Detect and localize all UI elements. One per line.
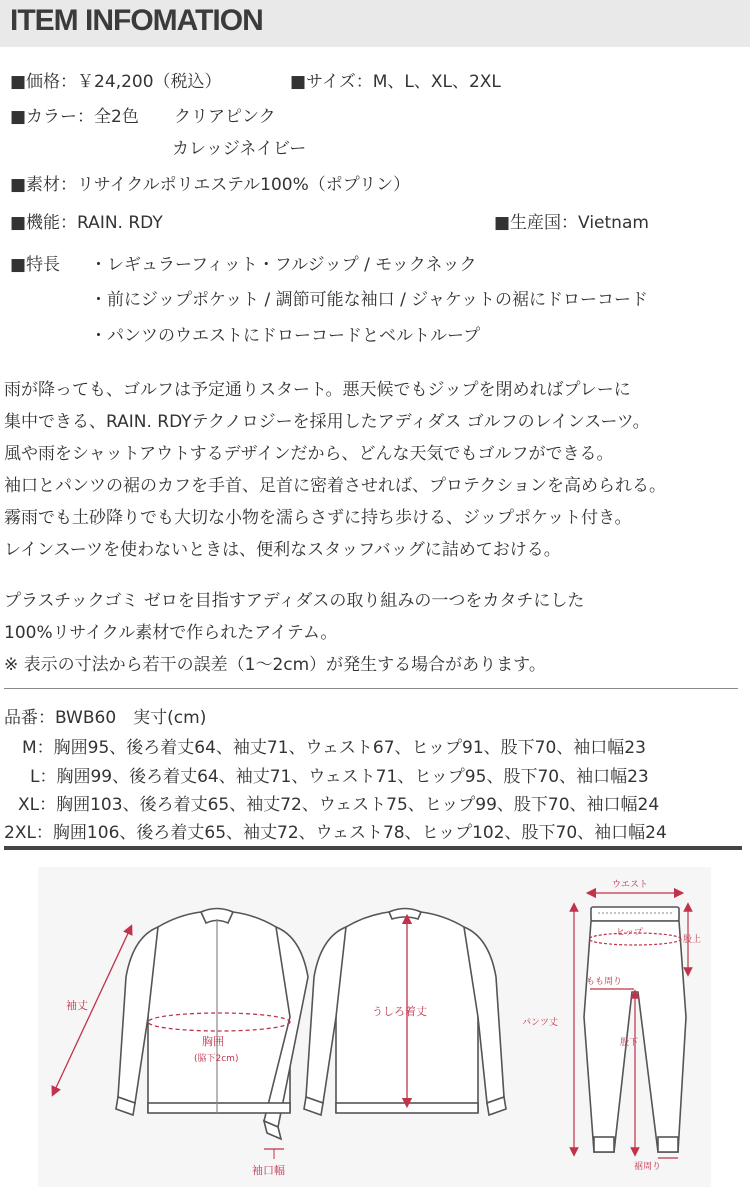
measurement-diagram	[38, 867, 711, 1187]
inseam-label: 股下	[620, 1038, 639, 1048]
garment-illustration	[38, 867, 711, 1187]
color-option-pink: クリアピンク	[174, 107, 276, 127]
page-title: ITEM INFOMATION	[10, 4, 263, 37]
function-spec: ■機能：RAIN. RDY	[10, 213, 163, 233]
divider	[4, 688, 738, 689]
divider-thick	[4, 846, 742, 850]
origin-spec: ■生産国：Vietnam	[494, 213, 649, 233]
size-row-2xl: 2XL：胸囲106、後ろ着丈65、袖丈72、ウェスト78、ヒップ102、股下70、袖口幅24	[4, 823, 667, 843]
description-line: 風や雨をシャットアウトするデザインだから、どんな天気でもゴルフができる。	[4, 444, 614, 464]
price-spec: ■価格：￥24,200（税込）	[10, 72, 222, 92]
chest-note-label: (脇下2cm)	[194, 1054, 239, 1064]
size-row-xl: XL：胸囲103、後ろ着丈65、袖丈72、ウェスト75、ヒップ99、股下70、袖口幅24	[18, 795, 660, 815]
waist-label: ウエスト	[612, 880, 649, 890]
feature-item: ・前にジップポケット / 調節可能な袖口 / ジャケットの裾にドローコード	[90, 290, 649, 310]
size-heading: 品番：BWB60 実寸(cm)	[4, 708, 207, 728]
notes-block	[4, 585, 584, 681]
size-spec: ■サイズ：M、L、XL、2XL	[290, 72, 501, 92]
description-line: 袖口とパンツの裾のカフを手首、足首に密着させれば、プロテクションを高められる。	[4, 476, 666, 496]
color-option-navy: カレッジネイビー	[172, 139, 307, 159]
rise-label: 股上	[683, 935, 702, 945]
feature-item: ・パンツのウエストにドローコードとベルトループ	[90, 326, 481, 346]
header-bar	[0, 0, 750, 47]
features-label: ■特長	[10, 255, 61, 275]
description-line: 雨が降っても、ゴルフは予定通りスタート。悪天候でもジップを閉めればプレーに	[4, 380, 631, 400]
color-spec: ■カラー：全2色	[10, 107, 139, 127]
chest-label: 胸囲	[202, 1035, 224, 1048]
description-line: 霧雨でも土砂降りでも大切な小物を濡らさずに持ち歩ける、ジップポケット付き。	[4, 508, 632, 528]
note-line: 100%リサイクル素材で作られたアイテム。	[4, 623, 338, 643]
description-paragraph	[4, 374, 666, 566]
description-line: 集中できる、RAIN. RDYテクノロジーを採用したアディダス ゴルフのレインスーツ。	[4, 412, 650, 432]
description-line: レインスーツを使わないときは、便利なスタッフバッグに詰めておける。	[4, 540, 561, 560]
note-line: プラスチックゴミ ゼロを目指すアディダスの取り組みの一つをカタチにした	[4, 591, 585, 611]
sleeve-length-label: 袖丈	[66, 999, 88, 1012]
hip-label: ヒップ	[616, 928, 643, 938]
note-line: ※ 表示の寸法から若干の誤差（1〜2cm）が発生する場合があります。	[4, 655, 546, 675]
feature-item: ・レギュラーフィット・フルジップ / モックネック	[90, 255, 477, 275]
size-row-l: L：胸囲99、後ろ着丈64、袖丈71、ウェスト71、ヒップ95、股下70、袖口幅23	[30, 767, 649, 787]
back-length-label: うしろ着丈	[372, 1005, 427, 1018]
pants-length-label: パンツ丈	[522, 1018, 559, 1028]
cuff-width-label: 袖口幅	[252, 1164, 285, 1177]
jacket-front	[116, 909, 308, 1140]
material-spec: ■素材：リサイクルポリエステル100%（ポプリン）	[10, 175, 411, 195]
hem-label: 裾周り	[634, 1162, 662, 1172]
thigh-label: もも周り	[586, 977, 623, 987]
size-row-m: M：胸囲95、後ろ着丈64、袖丈71、ウェスト67、ヒップ91、股下70、袖口幅23	[22, 738, 646, 758]
